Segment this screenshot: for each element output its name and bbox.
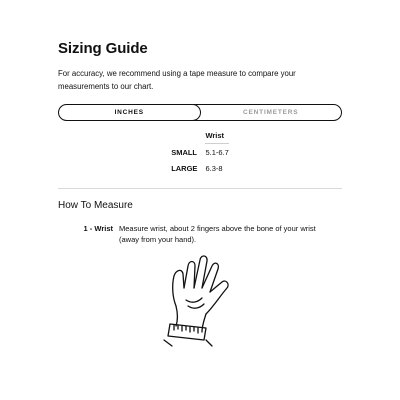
sizing-guide [58,40,342,245]
table-row [171,160,229,176]
intro-text: For accuracy, we recommend using a tape measure to compare your measurements to our chart. [58,69,296,91]
measure-step [58,223,342,245]
unit-centimeters-button[interactable]: CENTIMETERS [243,109,299,116]
wrist-value: 5.1-6.7 [205,144,228,161]
section-divider [58,188,342,189]
size-label: SMALL [171,147,198,157]
unit-inches-button[interactable]: INCHES [58,104,201,121]
wrist-value: 6.3-8 [205,164,223,173]
table-header-row [171,131,229,144]
unit-toggle [58,104,342,121]
size-label: LARGE [171,164,198,173]
table-row [171,144,229,161]
page-title: Sizing Guide [58,40,148,57]
section-title: How To Measure [58,200,133,211]
size-table [171,131,229,176]
wrist-column-header: Wrist [205,131,225,140]
step-text: Measure wrist, about 2 fingers above the bone of your wrist (away from your hand). [119,224,316,244]
step-label: 1 - Wrist [83,224,113,233]
hand-wrist-tape-icon [150,244,250,348]
